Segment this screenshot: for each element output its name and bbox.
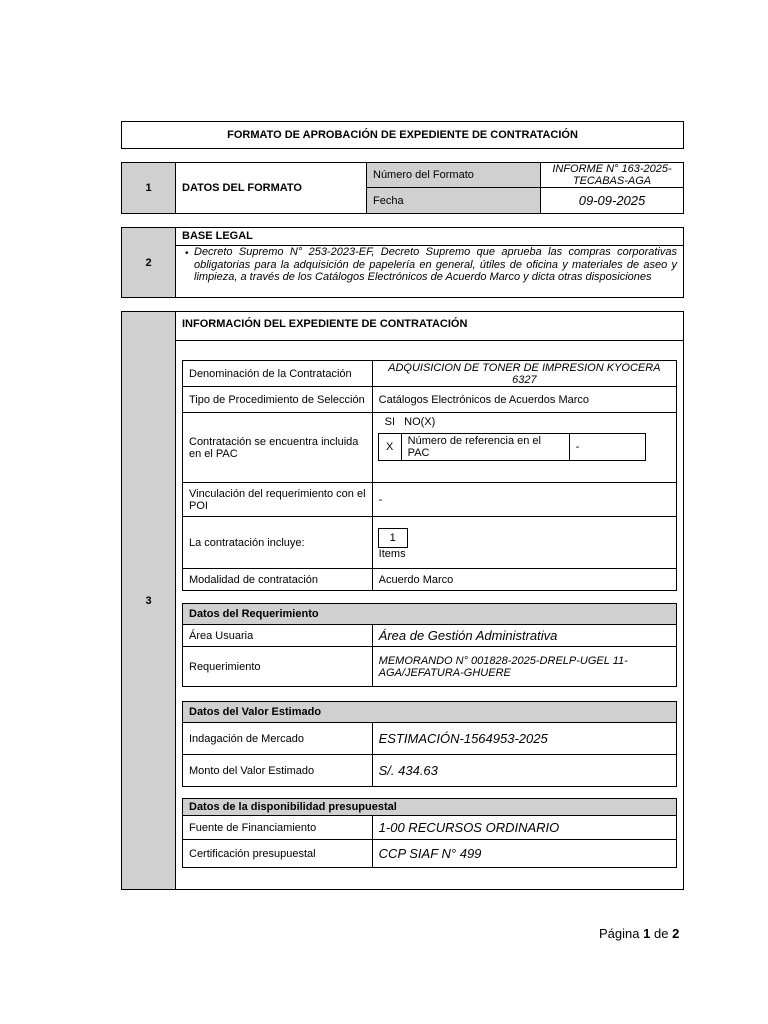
table-row [183, 413, 677, 483]
table-row [183, 604, 677, 625]
fecha-label: Fecha [366, 187, 541, 214]
page-of: de [653, 926, 669, 941]
table-row [183, 799, 677, 816]
fecha-value: 09-09-2025 [540, 187, 684, 214]
tipo-label: Tipo de Procedimiento de Selección [183, 387, 373, 413]
table-row [183, 647, 677, 687]
section-3-heading: INFORMACIÓN DEL EXPEDIENTE DE CONTRATACIÓN [182, 318, 468, 330]
section-2-number: 2 [121, 227, 176, 298]
table-row [183, 569, 677, 591]
pac-ref-value: - [569, 434, 645, 461]
denominacion-label: Denominación de la Contratación [183, 361, 373, 387]
area-label: Área Usuaria [183, 625, 373, 647]
indagacion-value: ESTIMACIÓN-1564953-2025 [372, 723, 676, 755]
fuente-value: 1-00 RECURSOS ORDINARIO [372, 816, 676, 840]
valor-table [182, 701, 677, 787]
requerimiento-value: MEMORANDO N° 001828-2025-DRELP-UGEL 11-AGA/JEFATURA-GHUERE [372, 647, 676, 687]
contratacion-table [182, 360, 677, 591]
requerimiento-table [182, 603, 677, 687]
incluye-unit: Items [378, 548, 406, 560]
pac-label: Contratación se encuentra incluida en el PAC [183, 413, 373, 483]
table-row [183, 702, 677, 723]
table-row [183, 816, 677, 840]
valor-heading: Datos del Valor Estimado [183, 702, 677, 723]
page-total: 2 [672, 926, 680, 941]
page-current: 1 [643, 926, 651, 941]
incluye-cell [372, 517, 676, 569]
section-3-heading-divider [176, 340, 683, 341]
pac-mark: X [378, 434, 401, 461]
table-row [183, 625, 677, 647]
page-number [599, 926, 679, 941]
presupuesto-table [182, 798, 677, 868]
presupuesto-heading: Datos de la disponibilidad presupuestal [183, 799, 677, 816]
area-value: Área de Gestión Administrativa [372, 625, 676, 647]
table-row [183, 387, 677, 413]
requerimiento-label: Requerimiento [183, 647, 373, 687]
monto-value: S/. 434.63 [372, 755, 676, 787]
certificacion-value: CCP SIAF N° 499 [372, 840, 676, 868]
table-row [183, 361, 677, 387]
certificacion-label: Certificación presupuestal [183, 840, 373, 868]
poi-value: - [372, 483, 676, 517]
section-1-number: 1 [121, 162, 176, 214]
numero-formato-label: Número del Formato [366, 162, 541, 188]
base-legal-box [175, 227, 684, 298]
base-legal-heading: BASE LEGAL [182, 230, 253, 242]
incluye-label: La contratación incluye: [183, 517, 373, 569]
indagacion-label: Indagación de Mercado [183, 723, 373, 755]
pac-si: SI [384, 416, 396, 428]
bullet-icon: • [185, 248, 189, 259]
table-row [183, 517, 677, 569]
table-row [183, 755, 677, 787]
poi-label: Vinculación del requerimiento con el POI [183, 483, 373, 517]
numero-formato-value: INFORME N° 163-2025-TECABAS-AGA [540, 162, 684, 188]
pac-no: NO(X) [404, 416, 436, 428]
incluye-count: 1 [378, 528, 408, 548]
pac-ref-table [378, 433, 646, 461]
page-word: Página [599, 926, 640, 941]
document-title: FORMATO DE APROBACIÓN DE EXPEDIENTE DE CONTRATACIÓN [227, 129, 578, 141]
pac-cell [372, 413, 676, 483]
table-row [183, 483, 677, 517]
tipo-value: Catálogos Electrónicos de Acuerdos Marco [372, 387, 676, 413]
document-title-box [121, 121, 684, 149]
denominacion-value: ADQUISICION DE TONER DE IMPRESION KYOCERA 6327 [372, 361, 676, 387]
table-row [183, 840, 677, 868]
modalidad-value: Acuerdo Marco [372, 569, 676, 591]
base-legal-text: Decreto Supremo N° 253-2023-EF, Decreto Supremo que aprueba las compras corporativas obligatorias para la adquisición de papelería en general, útiles de oficina y materiales de aseo y limpieza, a través de los Catálogos Electrónicos de Acuerdo Marco y dicta otras disposiciones [194, 246, 677, 283]
requerimiento-heading: Datos del Requerimiento [183, 604, 677, 625]
table-row [183, 723, 677, 755]
section-3-number: 3 [121, 311, 176, 890]
pac-ref-label: Número de referencia en el PAC [401, 434, 569, 461]
modalidad-label: Modalidad de contratación [183, 569, 373, 591]
monto-label: Monto del Valor Estimado [183, 755, 373, 787]
section-1-heading: DATOS DEL FORMATO [175, 162, 367, 214]
fuente-label: Fuente de Financiamiento [183, 816, 373, 840]
